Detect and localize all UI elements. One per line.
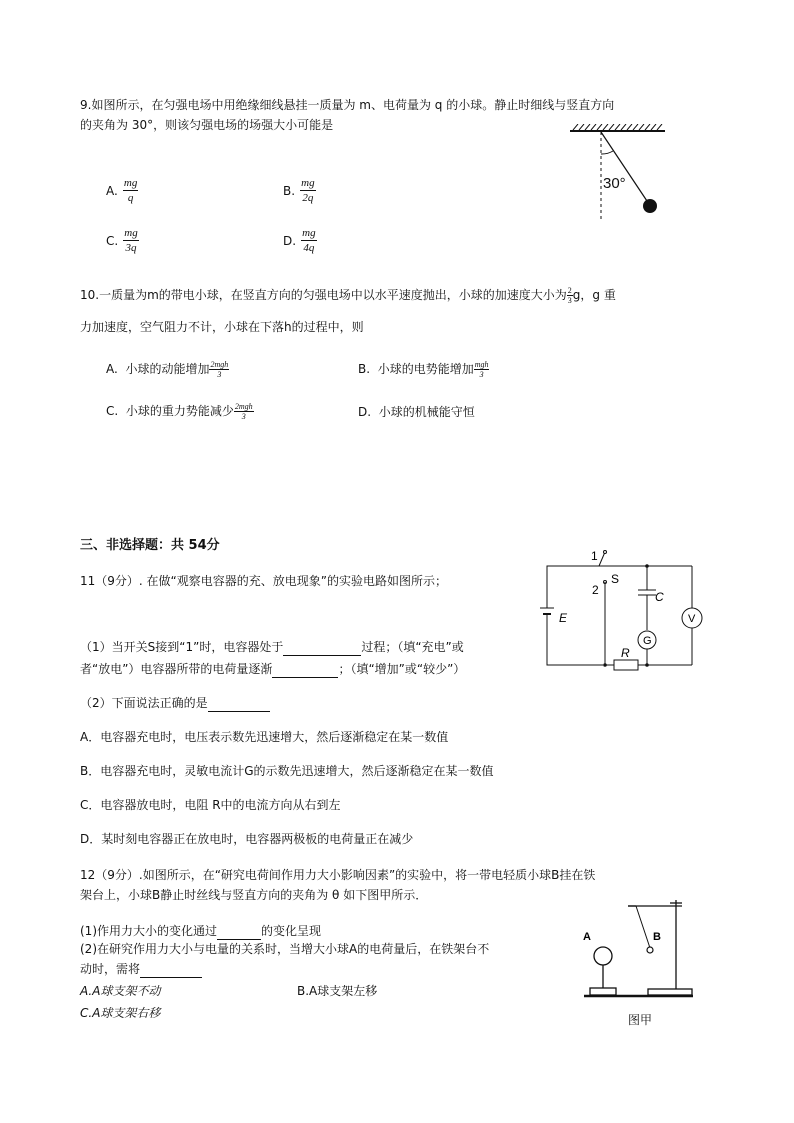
q11-stem: 11（9分）. 在做“观察电容器的充、放电现象”的实验电路如图所示； [80,574,447,588]
q12-part1 [80,922,321,940]
q11-option-c: C．电容器放电时，电阻 R中的电流方向从右到左 [80,798,341,812]
q12-option-c: C.A球支架右移 [80,1006,161,1020]
q11-option-b: B．电容器充电时，灵敏电流计G的示数先迅速增大，然后逐渐稳定在某一数值 [80,764,494,778]
option-letter: C. [106,234,119,248]
q12-part2-line2 [80,960,202,978]
q11-part1-line1 [80,638,464,656]
q9-stem-line1: 9.如图所示，在匀强电场中用绝缘细线悬挂一质量为 m、电荷量为 q 的小球。静止时细线与竖直方向 [80,98,615,112]
answer-blank[interactable] [208,697,270,712]
option-letter: D. [358,405,372,419]
fraction-numerator: mg [124,227,138,239]
ball-b-label: B [653,931,661,943]
q10-option-b [358,360,489,379]
q11-circuit-figure [535,546,715,676]
battery-label: E [559,611,568,625]
option-letter: D. [283,234,297,248]
q10-option-a [106,360,229,379]
option-letter: A. [106,362,118,376]
answer-blank[interactable] [217,925,261,940]
option-text: 小球的机械能守恒 [378,405,475,419]
fraction-numerator: 2 [567,286,572,295]
q12-option-b: B.A球支架左移 [297,984,378,998]
option-letter: B. [358,362,371,376]
q10-stem-line2: 力加速度，空气阻力不计，小球在下落h的过程中，则 [80,320,364,334]
option-text: 小球的电势能增加 [377,362,474,376]
q9-pendulum-figure [565,124,675,226]
fraction-denominator: 3q [125,242,137,254]
q11-part1-text-c: 者“放电”）电容器所带的电荷量逐渐 [80,662,273,676]
fraction-numerator: 2mgh [234,402,253,411]
fraction-denominator: 4q [303,242,315,254]
figure-caption: 图甲 [628,1013,653,1027]
q9-option-d [283,226,317,255]
option-letter: B. [283,184,296,198]
fraction-denominator: 3 [479,370,484,379]
fraction-numerator: mg [302,227,316,239]
q11-option-d: D．某时刻电容器正在放电时，电容器两极板的电荷量正在减少 [80,832,414,846]
ball-icon [643,199,657,213]
fraction-denominator: 3 [567,296,572,305]
q10-stem-part1: 10.一质量为m的带电小球，在竖直方向的匀强电场中以水平速度抛出，小球的加速度大小为 [80,288,567,302]
q9-option-c [106,226,139,255]
q12-option-a: A.A球支架不动 [80,984,161,998]
q10-stem-line1 [80,286,616,305]
q10-option-c [106,402,254,421]
ball-b-icon [647,947,653,953]
switch-contact-2-label: 2 [592,583,599,597]
option-letter: A. [106,184,118,198]
q11-part1-text-a: （1）当开关S接到“1”时，电容器处于 [80,640,284,654]
switch-contact-1-label: 1 [591,549,598,563]
fraction-denominator: 3 [241,412,246,421]
capacitor-label: C [655,590,664,604]
q12-part1-text-a: (1)作用力大小的变化通过 [80,924,217,938]
section-heading: 三、非选择题：共 54分 [80,538,220,553]
q11-option-a: A．电容器充电时，电压表示数先迅速增大，然后逐渐稳定在某一数值 [80,730,449,744]
fraction-numerator: mg [301,177,315,189]
option-text: 小球的动能增加 [125,362,210,376]
q11-part1-line2 [80,660,465,678]
switch-label: S [611,572,620,586]
ball-a-icon [594,947,612,965]
q11-part2-text: （2）下面说法正确的是 [80,696,208,710]
angle-label: 30° [603,175,626,192]
fraction-numerator: mg [123,177,138,189]
answer-blank[interactable] [272,663,338,678]
fraction-denominator: 2q [302,192,314,204]
q12-part2-text: 动时，需将 [80,962,141,976]
q9-stem-line2: 的夹角为 30°，则该匀强电场的场强大小可能是 [80,118,334,132]
q10-stem-part2: g，g 重 [572,288,616,302]
answer-blank[interactable] [283,641,361,656]
voltmeter-icon: V [688,613,696,625]
q9-option-b [283,176,316,205]
fraction-numerator: 2mgh [210,360,229,369]
q12-apparatus-figure [578,898,698,1004]
galvanometer-icon: G [643,635,652,647]
resistor-label: R [621,646,630,660]
q12-stem-line2: 架台上，小球B静止时丝线与竖直方向的夹角为 θ 如下图甲所示． [80,888,428,902]
fraction-numerator: mgh [474,360,489,369]
q11-part1-text-d: ；（填“增加”或“较少”） [338,662,466,676]
q12-stem-line1: 12（9分）.如图所示，在“研究电荷间作用力大小影响因素”的实验中，将一带电轻质小球B挂在铁 [80,868,596,882]
q12-part1-text-b: 的变化呈现 [261,924,322,938]
ball-a-label: A [583,931,591,943]
q12-part2-line1: (2)在研究作用力大小与电量的关系时，当增大小球A的电荷量后，在铁架台不 [80,942,490,956]
option-letter: C. [106,404,119,418]
fraction-denominator: q [127,192,134,204]
q10-option-d [358,403,475,421]
option-text: 小球的重力势能减少 [125,404,234,418]
fraction-denominator: 3 [217,370,222,379]
q11-part1-text-b: 过程；（填“充电”或 [361,640,464,654]
q9-option-a [106,176,138,205]
answer-blank[interactable] [140,963,202,978]
q11-part2 [80,694,270,712]
